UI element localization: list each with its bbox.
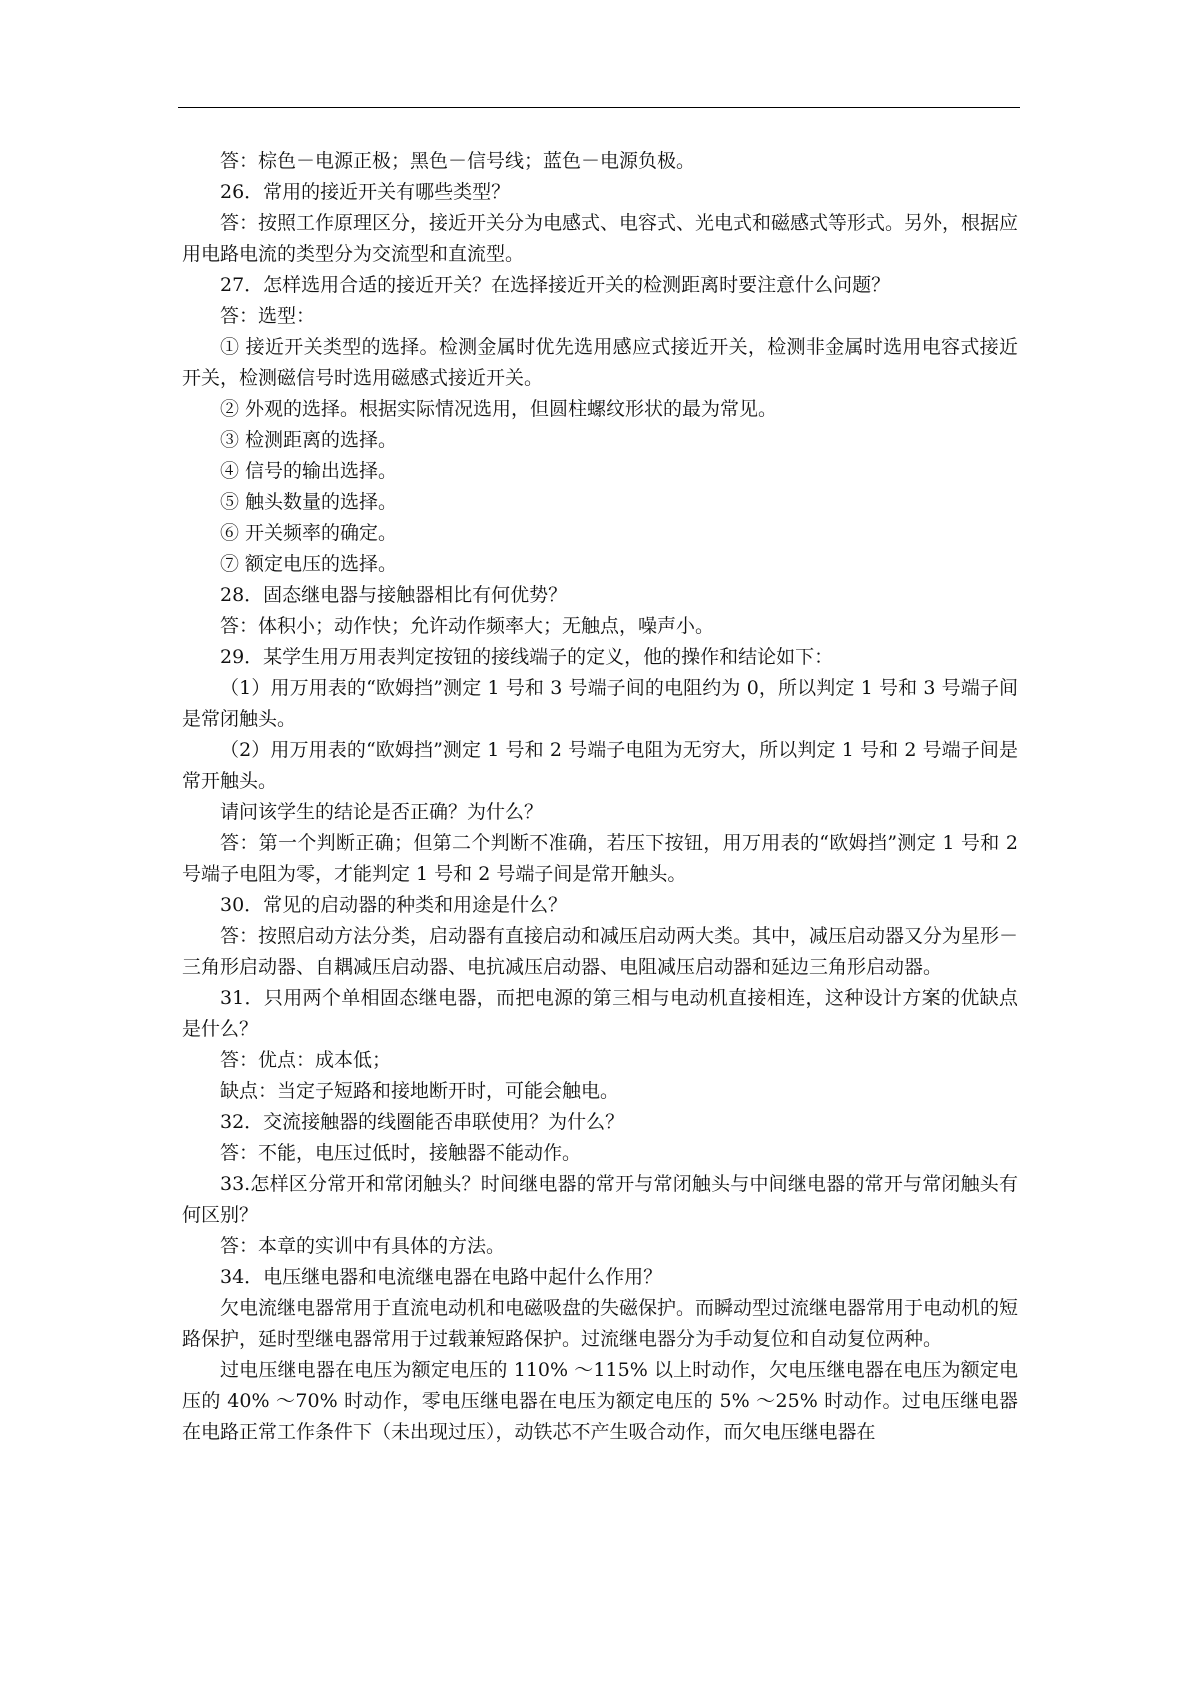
paragraph-question-30: 30．常见的启动器的种类和用途是什么？ <box>220 894 568 916</box>
paragraph-question-29: 29．某学生用万用表判定按钮的接线端子的定义，他的操作和结论如下： <box>220 646 834 668</box>
paragraph-case-2: （2）用万用表的“欧姆挡”测定 1 号和 2 号端子电阻为无穷大，所以判定 1 号和 2 号端子间是常开触头。 <box>182 739 1018 792</box>
paragraph-question-29-ask: 请问该学生的结论是否正确？为什么？ <box>220 801 544 823</box>
paragraph-case-1: （1）用万用表的“欧姆挡”测定 1 号和 3 号端子间的电阻约为 0，所以判定 1 号和 3 号端子间是常闭触头。 <box>182 677 1018 730</box>
paragraph-question-27: 27．怎样选用合适的接近开关？在选择接近开关的检测距离时要注意什么问题？ <box>220 274 891 296</box>
paragraph-item-5: ⑤ 触头数量的选择。 <box>220 491 398 513</box>
paragraph-item-2: ② 外观的选择。根据实际情况选用，但圆柱螺纹形状的最为常见。 <box>220 398 778 420</box>
header-rule <box>178 107 1020 108</box>
paragraph-answer-27: 答：选型： <box>220 305 316 327</box>
paragraph-item-3: ③ 检测距离的选择。 <box>220 429 398 451</box>
paragraph-item-4: ④ 信号的输出选择。 <box>220 460 398 482</box>
paragraph-item-1: ① 接近开关类型的选择。检测金属时优先选用感应式接近开关，检测非金属时选用电容式接近开关，检测磁信号时选用磁感式接近开关。 <box>182 336 1018 389</box>
paragraph-answer-29: 答：第一个判断正确；但第二个判断不准确，若压下按钮，用万用表的“欧姆挡”测定 1 号和 2 号端子电阻为零，才能判定 1 号和 2 号端子间是常开触头。 <box>182 832 1018 885</box>
paragraph-item-6: ⑥ 开关频率的确定。 <box>220 522 398 544</box>
paragraph-answer-28: 答：体积小；动作快；允许动作频率大；无触点，噪声小。 <box>220 615 715 637</box>
paragraph-question-26: 26．常用的接近开关有哪些类型？ <box>220 181 511 203</box>
paragraph-answer-32: 答：不能，电压过低时，接触器不能动作。 <box>220 1142 582 1164</box>
paragraph-answer-34-current: 欠电流继电器常用于直流电动机和电磁吸盘的失磁保护。而瞬动型过流继电器常用于电动机的短路保护，延时型继电器常用于过载兼短路保护。过流继电器分为手动复位和自动复位两种。 <box>182 1297 1019 1350</box>
paragraph-item-7: ⑦ 额定电压的选择。 <box>220 553 398 575</box>
paragraph-question-31: 31．只用两个单相固态继电器，而把电源的第三相与电动机直接相连，这种设计方案的优缺点是什么？ <box>182 987 1018 1040</box>
paragraph-answer-31-pro: 答：优点：成本低； <box>220 1049 392 1071</box>
paragraph-question-34: 34．电压继电器和电流继电器在电路中起什么作用？ <box>220 1266 663 1288</box>
paragraph-answer-25: 答：棕色－电源正极；黑色－信号线；蓝色－电源负极。 <box>220 150 696 172</box>
paragraph-question-32: 32．交流接触器的线圈能否串联使用？为什么？ <box>220 1111 625 1133</box>
paragraph-answer-31-con: 缺点：当定子短路和接地断开时，可能会触电。 <box>220 1080 620 1102</box>
paragraph-answer-33: 答：本章的实训中有具体的方法。 <box>220 1235 506 1257</box>
paragraph-question-28: 28．固态继电器与接触器相比有何优势？ <box>220 584 568 606</box>
document-body <box>182 146 1018 1448</box>
paragraph-answer-26: 答：按照工作原理区分，接近开关分为电感式、电容式、光电式和磁感式等形式。另外，根据应用电路电流的类型分为交流型和直流型。 <box>182 212 1019 265</box>
paragraph-answer-30: 答：按照启动方法分类，启动器有直接启动和减压启动两大类。其中，减压启动器又分为星形－三角形启动器、自耦减压启动器、电抗减压启动器、电阻减压启动器和延边三角形启动器。 <box>182 925 1019 978</box>
paragraph-answer-34-voltage: 过电压继电器在电压为额定电压的 110% ～115% 以上时动作，欠电压继电器在电压为额定电压的 40% ～70% 时动作，零电压继电器在电压为额定电压的 5% ～25% 时动作。过电压继电器在电路正常工作条件下（未出现过压），动铁芯不产生吸合动作，而欠电压继电器在 <box>182 1359 1018 1443</box>
paragraph-question-33: 33.怎样区分常开和常闭触头？时间继电器的常开与常闭触头与中间继电器的常开与常闭触头有何区别？ <box>182 1173 1018 1226</box>
